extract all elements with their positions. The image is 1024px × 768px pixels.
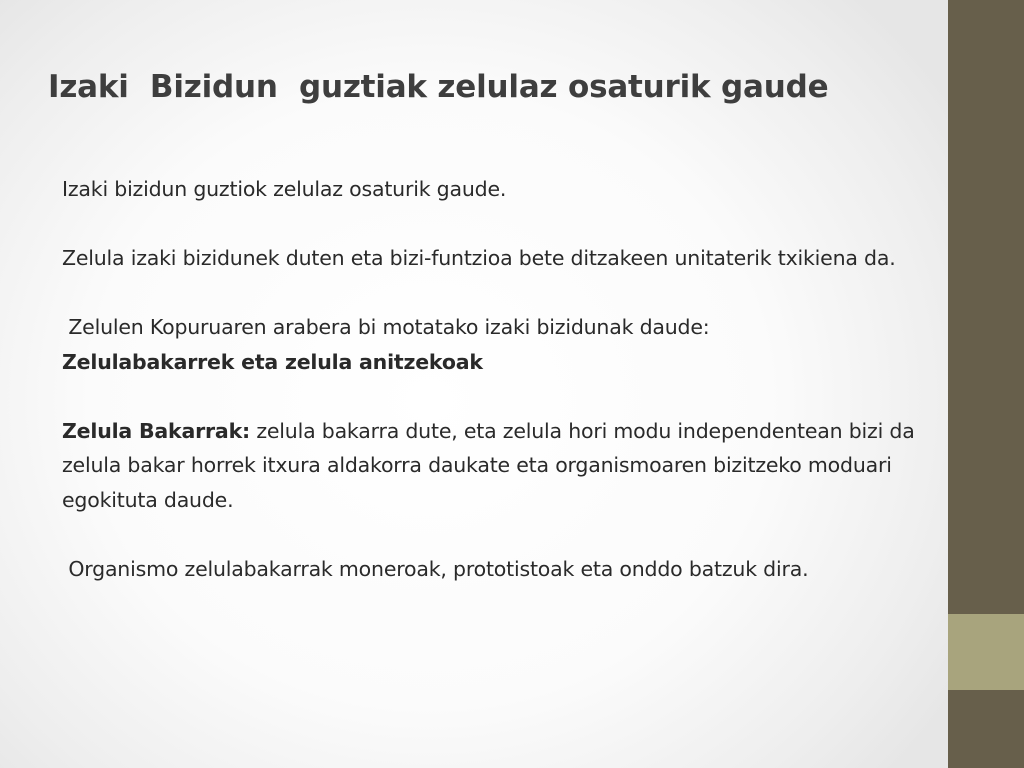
paragraph-cell-count-intro: Zelulen Kopuruaren arabera bi motatako izaki bizidunak daude: [62,315,710,339]
slide-body [62,172,922,586]
decorative-side-accent [948,614,1024,690]
paragraph-unicellular-examples: Organismo zelulabakarrak moneroak, prototistoak eta onddo batzuk dira. [62,556,809,581]
unicellular-term: Zelula Bakarrak: [62,418,250,443]
paragraph-spacer [62,379,922,414]
paragraph-cell-types: Zelulabakarrek eta zelula anitzekoak [62,349,483,374]
unicellular-description: zelula bakarra dute, eta zelula hori modu independentean bizi da zelula bakar horrek itxura aldakorra daukate eta organismoaren bizitzeko moduari egokituta daude. [62,418,921,512]
paragraph-unicellular [62,414,922,518]
paragraph-spacer [62,276,922,311]
paragraph-spacer [62,517,922,552]
paragraph-spacer [62,207,922,242]
slide-title: Izaki Bizidun guztiak zelulaz osaturik gaude [48,69,829,105]
paragraph-cell-definition: Zelula izaki bizidunek duten eta bizi-funtzioa bete ditzakeen unitaterik txikiena da. [62,246,896,270]
paragraph-intro: Izaki bizidun guztiok zelulaz osaturik gaude. [62,177,507,201]
